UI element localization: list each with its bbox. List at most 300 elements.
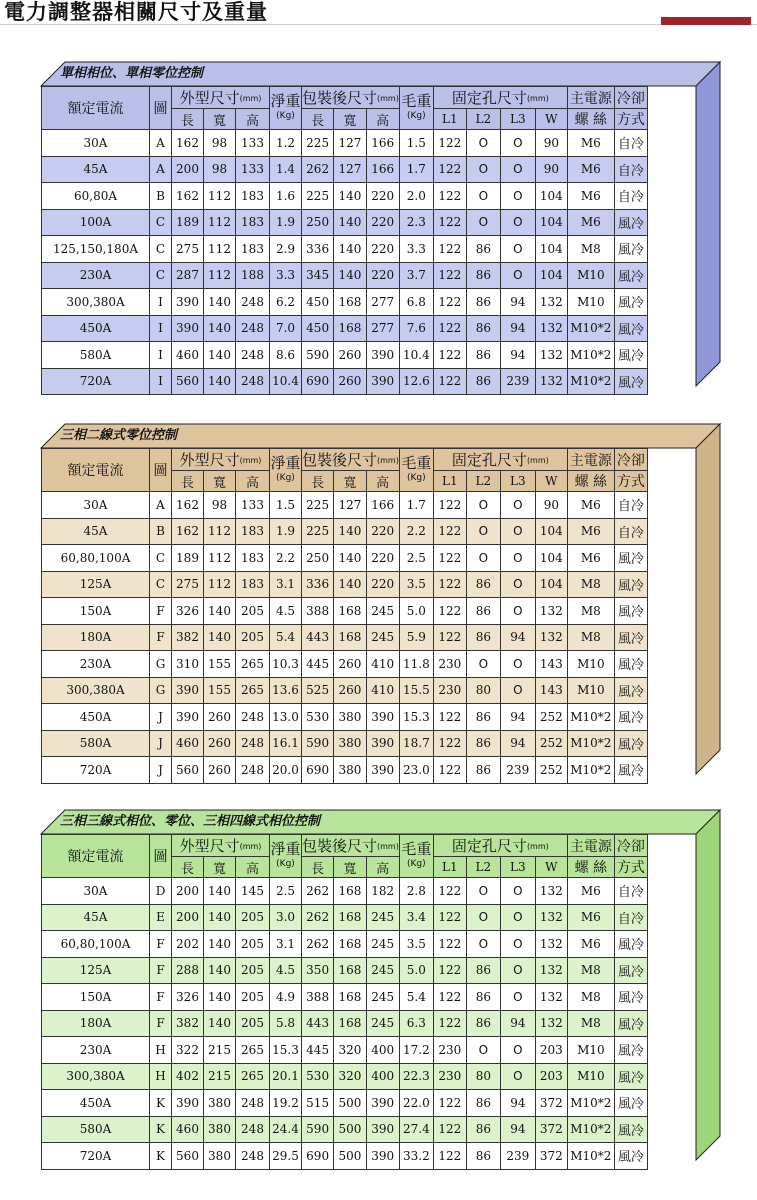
- table-row: [42, 571, 648, 598]
- cell-rating: 580A: [42, 1116, 150, 1143]
- cell-outer-height: 205: [236, 624, 270, 651]
- cell-pack-height: 220: [366, 518, 399, 545]
- table-row: [42, 730, 648, 757]
- cell-hole-w: 132: [535, 904, 567, 931]
- cell-figure: G: [150, 651, 172, 678]
- table-row: [42, 183, 648, 210]
- cell-net-weight: 5.4: [270, 624, 302, 651]
- cell-outer-height: 183: [236, 571, 270, 598]
- header-l1: [433, 857, 466, 878]
- cell-figure: E: [150, 904, 172, 931]
- cell-figure: C: [150, 545, 172, 572]
- cell-outer-height: 248: [236, 757, 270, 784]
- header-l1: [433, 471, 466, 492]
- cell-gross-weight: 2.5: [399, 545, 433, 572]
- cell-outer-height: 248: [236, 1143, 270, 1170]
- cell-hole-w: 104: [535, 518, 567, 545]
- cell-hole-l2: 86: [466, 984, 500, 1011]
- cell-hole-l3: O: [500, 651, 535, 678]
- cell-rating: 720A: [42, 757, 150, 784]
- cell-hole-w: 143: [535, 651, 567, 678]
- table-row: [42, 1090, 648, 1117]
- header-l3: [500, 857, 535, 878]
- table-row: [42, 342, 648, 369]
- header-w-text: W: [545, 860, 558, 874]
- header-screw: [567, 471, 614, 492]
- cell-hole-l3: O: [500, 984, 535, 1011]
- header-kg: (Kg): [276, 858, 295, 869]
- cell-outer-height: 133: [236, 492, 270, 519]
- cell-main-screw: M6: [567, 518, 614, 545]
- cell-hole-l1: 122: [433, 209, 466, 236]
- cell-main-screw: M6: [567, 183, 614, 210]
- cell-main-screw: M8: [567, 598, 614, 625]
- header-rating-text: 額定電流: [67, 463, 124, 479]
- header-height-text: 高: [245, 861, 259, 877]
- cell-cooling: 風冷: [614, 209, 647, 236]
- header-width: [334, 109, 366, 130]
- cell-pack-height: 245: [366, 904, 399, 931]
- header-cooling-text: 冷卻: [616, 90, 645, 107]
- cell-outer-length: 189: [172, 545, 204, 572]
- cell-outer-height: 248: [236, 342, 270, 369]
- cell-rating: 580A: [42, 342, 150, 369]
- cell-net-weight: 3.3: [270, 262, 302, 289]
- cell-pack-width: 127: [334, 130, 366, 157]
- cell-net-weight: 24.4: [270, 1116, 302, 1143]
- header-length: [302, 471, 334, 492]
- cell-pack-length: 350: [302, 957, 334, 984]
- cell-net-weight: 3.0: [270, 904, 302, 931]
- cell-gross-weight: 6.3: [399, 1010, 433, 1037]
- cell-outer-height: 205: [236, 931, 270, 958]
- cell-hole-w: 104: [535, 571, 567, 598]
- header-main-power: [567, 835, 614, 857]
- cell-rating: 720A: [42, 1143, 150, 1170]
- header-screw-text: 螺 絲: [574, 112, 608, 128]
- cell-hole-l2: 86: [466, 236, 500, 263]
- header-width: [204, 471, 236, 492]
- header-pack-dim: [302, 87, 400, 109]
- cell-pack-width: 380: [334, 757, 366, 784]
- cell-outer-height: 183: [236, 209, 270, 236]
- header-mm: (mm): [377, 842, 399, 851]
- cell-rating: 125,150,180A: [42, 236, 150, 263]
- header-cooling: [614, 87, 647, 109]
- cell-outer-length: 460: [172, 342, 204, 369]
- header-width-text: 寬: [212, 861, 226, 877]
- header-height-text: 高: [376, 861, 390, 877]
- cell-hole-l2: 86: [466, 598, 500, 625]
- cell-net-weight: 20.0: [270, 757, 302, 784]
- cell-pack-height: 245: [366, 1010, 399, 1037]
- header-screw: [567, 109, 614, 130]
- cell-hole-w: 252: [535, 757, 567, 784]
- cell-figure: J: [150, 730, 172, 757]
- cell-gross-weight: 2.8: [399, 878, 433, 905]
- cell-figure: I: [150, 368, 172, 395]
- cell-cooling: 自冷: [614, 904, 647, 931]
- header-kg: (Kg): [407, 858, 426, 869]
- cell-outer-height: 248: [236, 1090, 270, 1117]
- cell-hole-w: 203: [535, 1037, 567, 1064]
- cell-hole-l3: 94: [500, 315, 535, 342]
- header-gross-weight: [399, 449, 433, 492]
- cell-main-screw: M10*2: [567, 1090, 614, 1117]
- section-three-phase-two-wire: [0, 422, 757, 778]
- header-height-text: 高: [245, 113, 259, 129]
- header-w-text: W: [545, 474, 558, 488]
- cell-outer-width: 140: [204, 904, 236, 931]
- cell-hole-l3: O: [500, 156, 535, 183]
- cell-hole-l3: O: [500, 571, 535, 598]
- cell-main-screw: M10: [567, 289, 614, 316]
- cell-pack-width: 260: [334, 368, 366, 395]
- cell-rating: 45A: [42, 518, 150, 545]
- cell-rating: 30A: [42, 492, 150, 519]
- cell-pack-length: 445: [302, 1037, 334, 1064]
- cell-hole-l2: O: [466, 545, 500, 572]
- cell-outer-length: 326: [172, 984, 204, 1011]
- cell-hole-l3: 94: [500, 289, 535, 316]
- cell-hole-l2: 86: [466, 368, 500, 395]
- header-height: [366, 471, 399, 492]
- cell-pack-length: 530: [302, 1063, 334, 1090]
- header-pack-dim: [302, 835, 400, 857]
- cell-hole-l3: O: [500, 1063, 535, 1090]
- cell-pack-length: 225: [302, 518, 334, 545]
- table-row: [42, 1010, 648, 1037]
- cell-pack-height: 410: [366, 651, 399, 678]
- cell-pack-width: 380: [334, 730, 366, 757]
- cell-figure: J: [150, 757, 172, 784]
- cell-hole-l3: 94: [500, 342, 535, 369]
- cell-hole-w: 132: [535, 342, 567, 369]
- cell-outer-height: 265: [236, 1063, 270, 1090]
- cell-main-screw: M6: [567, 492, 614, 519]
- cell-outer-length: 390: [172, 1090, 204, 1117]
- header-length-text: 長: [180, 861, 194, 877]
- cell-figure: C: [150, 571, 172, 598]
- cell-pack-length: 590: [302, 1116, 334, 1143]
- cell-pack-length: 530: [302, 704, 334, 731]
- cell-hole-l2: O: [466, 904, 500, 931]
- header-cooling: [614, 449, 647, 471]
- cell-hole-l3: O: [500, 931, 535, 958]
- table-row: [42, 624, 648, 651]
- header-figure: [150, 449, 172, 492]
- title-underline: [0, 24, 757, 25]
- header-net-weight: [270, 87, 302, 130]
- cell-hole-l1: 122: [433, 289, 466, 316]
- cell-hole-w: 252: [535, 730, 567, 757]
- header-width: [334, 857, 366, 878]
- cell-hole-l2: O: [466, 878, 500, 905]
- cell-outer-length: 390: [172, 677, 204, 704]
- header-mm: (mm): [377, 456, 399, 465]
- cell-hole-l2: 86: [466, 315, 500, 342]
- cell-hole-l2: 80: [466, 1063, 500, 1090]
- cell-hole-l2: O: [466, 209, 500, 236]
- cell-cooling: 風冷: [614, 1090, 647, 1117]
- cell-figure: H: [150, 1063, 172, 1090]
- cell-pack-height: 390: [366, 1090, 399, 1117]
- cell-main-screw: M6: [567, 878, 614, 905]
- cell-gross-weight: 2.2: [399, 518, 433, 545]
- cell-figure: D: [150, 878, 172, 905]
- cell-hole-l2: 86: [466, 1090, 500, 1117]
- cell-hole-l1: 122: [433, 704, 466, 731]
- cell-figure: I: [150, 342, 172, 369]
- header-l1-text: L1: [442, 860, 458, 874]
- header-figure: [150, 87, 172, 130]
- cell-cooling: 自冷: [614, 878, 647, 905]
- cell-pack-length: 690: [302, 1143, 334, 1170]
- spec-table: [41, 448, 648, 784]
- cell-gross-weight: 23.0: [399, 757, 433, 784]
- section-single-phase: [0, 60, 757, 390]
- cell-hole-l2: 86: [466, 1010, 500, 1037]
- header-kg: (Kg): [407, 110, 426, 121]
- cell-outer-width: 260: [204, 757, 236, 784]
- cell-hole-l1: 122: [433, 730, 466, 757]
- cell-figure: K: [150, 1116, 172, 1143]
- cell-cooling: 風冷: [614, 931, 647, 958]
- cell-main-screw: M10: [567, 651, 614, 678]
- cell-gross-weight: 3.3: [399, 236, 433, 263]
- cell-outer-height: 183: [236, 183, 270, 210]
- cell-hole-l2: O: [466, 130, 500, 157]
- table-row: [42, 904, 648, 931]
- cell-hole-l3: O: [500, 545, 535, 572]
- cell-outer-length: 162: [172, 130, 204, 157]
- cell-hole-l3: O: [500, 492, 535, 519]
- header-l3-text: L3: [510, 860, 526, 874]
- cell-figure: F: [150, 957, 172, 984]
- cell-pack-height: 220: [366, 571, 399, 598]
- cell-hole-l2: 86: [466, 704, 500, 731]
- cell-figure: F: [150, 598, 172, 625]
- cell-outer-width: 112: [204, 262, 236, 289]
- cell-hole-l2: O: [466, 931, 500, 958]
- cell-pack-length: 336: [302, 236, 334, 263]
- cell-outer-length: 382: [172, 624, 204, 651]
- cell-outer-length: 390: [172, 315, 204, 342]
- cell-net-weight: 15.3: [270, 1037, 302, 1064]
- header-rating-text: 額定電流: [67, 849, 124, 865]
- cell-hole-l3: O: [500, 598, 535, 625]
- cell-outer-width: 260: [204, 730, 236, 757]
- cell-net-weight: 13.6: [270, 677, 302, 704]
- cell-hole-l1: 122: [433, 1090, 466, 1117]
- cell-hole-l3: O: [500, 262, 535, 289]
- header-height-text: 高: [376, 113, 390, 129]
- header-mm: (mm): [239, 456, 262, 465]
- cell-gross-weight: 3.4: [399, 904, 433, 931]
- cell-hole-l3: 94: [500, 624, 535, 651]
- cell-outer-length: 322: [172, 1037, 204, 1064]
- header-main-power-text: 主電源: [569, 90, 612, 107]
- cell-outer-height: 205: [236, 984, 270, 1011]
- cell-pack-height: 245: [366, 598, 399, 625]
- cell-outer-height: 145: [236, 878, 270, 905]
- cell-outer-width: 140: [204, 598, 236, 625]
- cell-figure: B: [150, 183, 172, 210]
- header-l3-text: L3: [510, 112, 526, 126]
- header-width: [204, 857, 236, 878]
- cell-hole-l2: O: [466, 651, 500, 678]
- cell-outer-width: 112: [204, 518, 236, 545]
- section-title: 三相二線式零位控制: [60, 428, 178, 443]
- cell-outer-width: 155: [204, 651, 236, 678]
- cell-hole-w: 90: [535, 156, 567, 183]
- cell-hole-w: 104: [535, 236, 567, 263]
- cell-outer-width: 140: [204, 289, 236, 316]
- header-w: [535, 471, 567, 492]
- header-w: [535, 857, 567, 878]
- cell-cooling: 風冷: [614, 1143, 647, 1170]
- cell-outer-width: 380: [204, 1116, 236, 1143]
- cell-cooling: 風冷: [614, 730, 647, 757]
- cell-outer-length: 310: [172, 651, 204, 678]
- cell-hole-w: 132: [535, 931, 567, 958]
- cell-hole-l3: 94: [500, 1116, 535, 1143]
- cell-hole-l1: 230: [433, 1037, 466, 1064]
- cell-cooling: 自冷: [614, 492, 647, 519]
- cell-hole-w: 132: [535, 289, 567, 316]
- cell-net-weight: 16.1: [270, 730, 302, 757]
- cell-hole-l3: O: [500, 236, 535, 263]
- table-row: [42, 492, 648, 519]
- cell-outer-height: 205: [236, 598, 270, 625]
- cell-outer-height: 248: [236, 368, 270, 395]
- cell-figure: F: [150, 624, 172, 651]
- cell-rating: 45A: [42, 904, 150, 931]
- cell-figure: H: [150, 1037, 172, 1064]
- cell-outer-width: 140: [204, 957, 236, 984]
- cell-pack-length: 345: [302, 262, 334, 289]
- cell-pack-width: 260: [334, 677, 366, 704]
- cell-pack-height: 390: [366, 342, 399, 369]
- cell-hole-l3: 239: [500, 368, 535, 395]
- cell-pack-height: 220: [366, 183, 399, 210]
- cell-rating: 300,380A: [42, 1063, 150, 1090]
- cell-pack-length: 388: [302, 984, 334, 1011]
- cell-outer-length: 560: [172, 757, 204, 784]
- cell-pack-length: 225: [302, 492, 334, 519]
- cell-pack-height: 410: [366, 677, 399, 704]
- cell-pack-length: 262: [302, 156, 334, 183]
- cell-cooling: 風冷: [614, 315, 647, 342]
- cell-pack-length: 225: [302, 130, 334, 157]
- header-l2: [466, 471, 500, 492]
- cell-hole-l2: 86: [466, 1143, 500, 1170]
- cell-outer-height: 183: [236, 545, 270, 572]
- cell-pack-length: 445: [302, 651, 334, 678]
- cell-hole-l2: 86: [466, 289, 500, 316]
- table-row: [42, 984, 648, 1011]
- cell-hole-l2: O: [466, 183, 500, 210]
- cell-gross-weight: 22.3: [399, 1063, 433, 1090]
- cell-pack-width: 140: [334, 262, 366, 289]
- cell-rating: 180A: [42, 624, 150, 651]
- cell-pack-length: 225: [302, 183, 334, 210]
- header-mount-hole-text: 固定孔尺寸: [451, 837, 527, 855]
- cell-rating: 60,80,100A: [42, 545, 150, 572]
- cell-cooling: 風冷: [614, 236, 647, 263]
- cell-outer-height: 248: [236, 289, 270, 316]
- header-main-power-text: 主電源: [569, 452, 612, 469]
- cell-main-screw: M8: [567, 957, 614, 984]
- cell-hole-w: 104: [535, 262, 567, 289]
- header-rating: [42, 835, 150, 878]
- cell-hole-l2: 86: [466, 262, 500, 289]
- cell-main-screw: M10: [567, 262, 614, 289]
- cell-hole-l1: 122: [433, 931, 466, 958]
- cell-hole-w: 132: [535, 624, 567, 651]
- cell-hole-l1: 230: [433, 1063, 466, 1090]
- cell-hole-l1: 122: [433, 757, 466, 784]
- cell-hole-l1: 122: [433, 571, 466, 598]
- cell-hole-l3: O: [500, 130, 535, 157]
- cell-pack-height: 166: [366, 492, 399, 519]
- cell-figure: A: [150, 130, 172, 157]
- cell-gross-weight: 3.5: [399, 931, 433, 958]
- table-row: [42, 262, 648, 289]
- cell-pack-width: 127: [334, 492, 366, 519]
- table-row: [42, 1037, 648, 1064]
- cell-outer-width: 140: [204, 1010, 236, 1037]
- header-height: [236, 109, 270, 130]
- cell-outer-height: 265: [236, 1037, 270, 1064]
- cell-net-weight: 1.9: [270, 518, 302, 545]
- cell-hole-l1: 122: [433, 315, 466, 342]
- header-figure-text: 圖: [153, 849, 168, 865]
- cell-outer-width: 112: [204, 545, 236, 572]
- header-method-text: 方式: [616, 474, 645, 490]
- header-screw: [567, 857, 614, 878]
- cell-net-weight: 20.1: [270, 1063, 302, 1090]
- cell-pack-width: 168: [334, 315, 366, 342]
- cell-outer-length: 189: [172, 209, 204, 236]
- header-outer-dim-text: 外型尺寸: [179, 451, 240, 469]
- header-row: [42, 87, 648, 109]
- cell-hole-l3: O: [500, 183, 535, 210]
- cell-outer-width: 140: [204, 878, 236, 905]
- cell-rating: 720A: [42, 368, 150, 395]
- cell-cooling: 自冷: [614, 130, 647, 157]
- table-row: [42, 757, 648, 784]
- cell-gross-weight: 3.5: [399, 571, 433, 598]
- cell-main-screw: M8: [567, 624, 614, 651]
- header-method-text: 方式: [616, 860, 645, 876]
- cell-main-screw: M8: [567, 984, 614, 1011]
- cell-outer-width: 140: [204, 984, 236, 1011]
- cell-pack-width: 320: [334, 1037, 366, 1064]
- cell-outer-width: 140: [204, 368, 236, 395]
- cell-gross-weight: 1.7: [399, 156, 433, 183]
- header-length: [172, 857, 204, 878]
- header-cooling-text: 冷卻: [616, 838, 645, 855]
- cell-net-weight: 13.0: [270, 704, 302, 731]
- cell-gross-weight: 1.5: [399, 130, 433, 157]
- table-row: [42, 931, 648, 958]
- cell-hole-l1: 122: [433, 156, 466, 183]
- cell-pack-width: 140: [334, 183, 366, 210]
- cell-hole-l1: 122: [433, 624, 466, 651]
- cell-pack-width: 380: [334, 704, 366, 731]
- cell-pack-width: 500: [334, 1090, 366, 1117]
